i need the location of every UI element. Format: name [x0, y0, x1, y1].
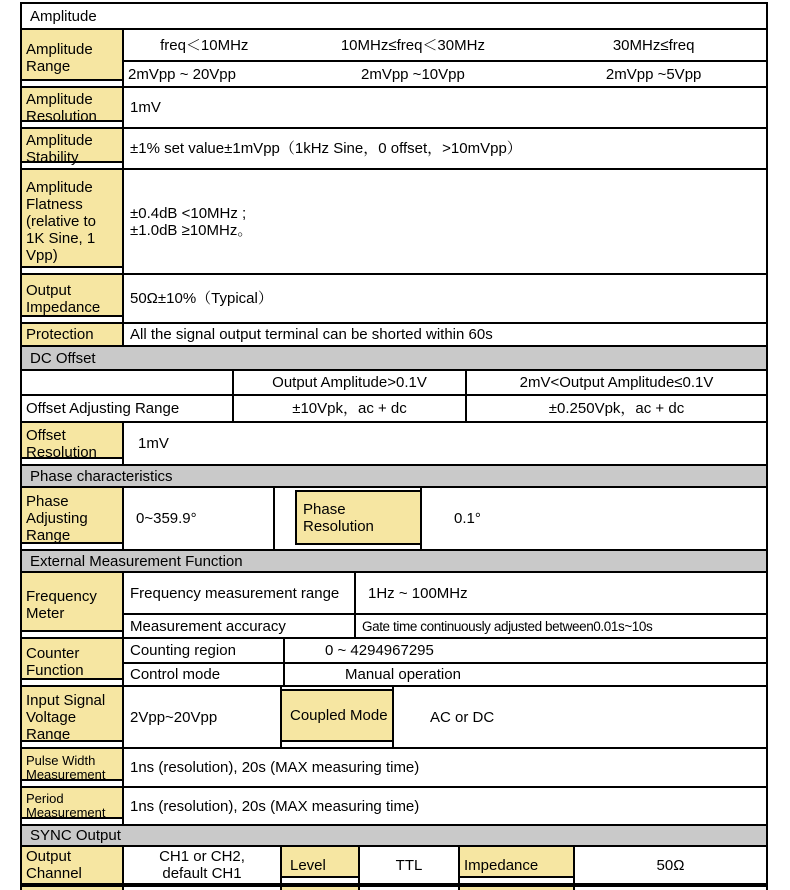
output-impedance-label: Output Impedance: [22, 275, 122, 322]
phase-resolution-value: 0.1°: [420, 488, 766, 549]
phase-row: [22, 486, 766, 549]
freq-accuracy-label: Measurement accuracy: [130, 617, 286, 635]
freq-accuracy-value: Gate time continuously adjusted between0.01s~10s: [354, 615, 766, 637]
amplitude-resolution-value: 1mV: [122, 88, 766, 127]
section-header-dc-offset: DC Offset: [30, 349, 96, 367]
offset-adjusting-value-2: ±0.250Vpk，ac + dc: [465, 396, 766, 421]
range-value-3: 2mVpp ~5Vpp: [605, 65, 702, 83]
coupled-mode-cell: [280, 687, 392, 747]
level-label: Level: [280, 847, 358, 883]
output-impedance-value: 50Ω±10%（Typical）: [122, 275, 766, 322]
protection-value: All the signal output terminal can be shorted within 60s: [122, 324, 766, 345]
output-channel-label: Output Channel: [22, 847, 122, 883]
section-header-phase: Phase characteristics: [30, 467, 173, 485]
section-header-sync: SYNC Output: [30, 827, 121, 844]
amplitude-flatness-value: [122, 170, 766, 273]
dc-offset-col-2: 2mV<Output Amplitude≤0.1V: [465, 371, 766, 394]
offset-adjusting-value-1: ±10Vpk，ac + dc: [232, 396, 465, 421]
period-value: 1ns (resolution), 20s (MAX measuring time): [122, 788, 766, 824]
period-label: Period Measurement: [22, 788, 122, 824]
freq-condition-1: freq＜10MHz: [160, 36, 249, 54]
pulse-width-value: 1ns (resolution), 20s (MAX measuring time): [122, 749, 766, 786]
dc-offset-col-1: Output Amplitude>0.1V: [232, 371, 465, 394]
dc-offset-columns-row: [22, 369, 766, 394]
freq-condition-2: 10MHz≤freq＜30MHz: [340, 36, 485, 54]
freq-range-value: 1Hz ~ 100MHz: [354, 573, 766, 613]
dc-offset-empty-cell: [22, 371, 232, 394]
offset-adjusting-row: [22, 394, 766, 421]
pulse-width-label: Pulse Width Measurement: [22, 749, 122, 786]
offset-resolution-value: 1mV: [122, 423, 766, 464]
input-signal-row: [22, 685, 766, 747]
input-signal-label: Input Signal Voltage Range: [22, 687, 122, 747]
frequency-meter-label: Frequency Meter: [22, 573, 122, 637]
amplitude-resolution-label: Amplitude Resolution: [22, 88, 122, 127]
range-value-1: 2mVpp ~ 20Vpp: [128, 65, 236, 83]
frequency-meter-values: [122, 573, 766, 637]
counting-region-value: 0 ~ 4294967295: [283, 639, 766, 662]
pulse-width-row: [22, 747, 766, 786]
amplitude-stability-label: Amplitude Stability: [22, 129, 122, 168]
freq-accuracy-subrow: [124, 613, 766, 637]
counter-function-label: Counter Function: [22, 639, 122, 685]
range-value-subrow: [124, 60, 766, 86]
output-impedance-row: [22, 273, 766, 322]
freq-condition-3: 30MHz≤freq: [612, 36, 695, 54]
freq-range-subrow: [124, 573, 766, 613]
output-channel-value: [122, 847, 280, 883]
flatness-line-2: ±1.0dB ≥10MHz。: [130, 221, 253, 239]
phase-adjusting-value: 0~359.9°: [122, 488, 273, 549]
flatness-line-1: ±0.4dB <10MHz ;: [130, 204, 247, 222]
spec-table: [20, 2, 768, 887]
amplitude-range-label: Amplitude Range: [22, 30, 122, 86]
section-header-external: External Measurement Function: [30, 552, 243, 570]
counting-region-label: Counting region: [130, 642, 236, 659]
offset-resolution-label: Offset Resolution: [22, 423, 122, 464]
amplitude-stability-value: ±1% set value±1mVpp（1kHz Sine，0 offset，>10mVpp）: [122, 129, 766, 168]
coupled-mode-label: Coupled Mode: [282, 689, 392, 742]
counter-function-row: [22, 637, 766, 685]
output-channel-line-1: CH1 or CH2,: [159, 848, 245, 865]
input-signal-value: 2Vpp~20Vpp: [122, 687, 280, 747]
impedance-value: 50Ω: [573, 847, 766, 883]
frequency-meter-row: [22, 571, 766, 637]
protection-label: Protection: [22, 324, 122, 345]
coupled-mode-value: AC or DC: [392, 687, 766, 747]
section-header-amplitude: Amplitude: [30, 7, 97, 25]
control-mode-label: Control mode: [130, 666, 221, 683]
section-row-phase: [22, 464, 766, 486]
counting-region-subrow: [124, 639, 766, 662]
amplitude-range-values: [122, 30, 766, 86]
freq-range-label: Frequency measurement range: [130, 584, 340, 602]
offset-adjusting-label: Offset Adjusting Range: [26, 400, 180, 417]
amplitude-range-row: [22, 28, 766, 86]
section-row-amplitude: [22, 4, 766, 28]
impedance-label: Impedance: [458, 847, 573, 883]
phase-resolution-cell: [273, 488, 420, 549]
control-mode-value: Manual operation: [283, 664, 766, 685]
period-row: [22, 786, 766, 824]
section-row-sync: [22, 824, 766, 845]
control-mode-subrow: [124, 662, 766, 685]
section-row-external: [22, 549, 766, 571]
phase-resolution-label: Phase Resolution: [295, 490, 420, 545]
section-row-dc-offset: [22, 345, 766, 369]
amplitude-flatness-row: [22, 168, 766, 273]
amplitude-stability-row: [22, 127, 766, 168]
freq-condition-subrow: [124, 30, 766, 60]
phase-adjusting-label: Phase Adjusting Range: [22, 488, 122, 549]
protection-row: [22, 322, 766, 345]
output-channel-line-2: default CH1: [162, 865, 242, 882]
sync-output-row: [22, 845, 766, 883]
amplitude-resolution-row: [22, 86, 766, 127]
counter-function-values: [122, 639, 766, 685]
offset-resolution-row: [22, 421, 766, 464]
level-value: TTL: [358, 847, 458, 883]
amplitude-flatness-label: Amplitude Flatness (relative to 1K Sine, 1 Vpp): [22, 170, 122, 273]
range-value-2: 2mVpp ~10Vpp: [360, 65, 465, 83]
